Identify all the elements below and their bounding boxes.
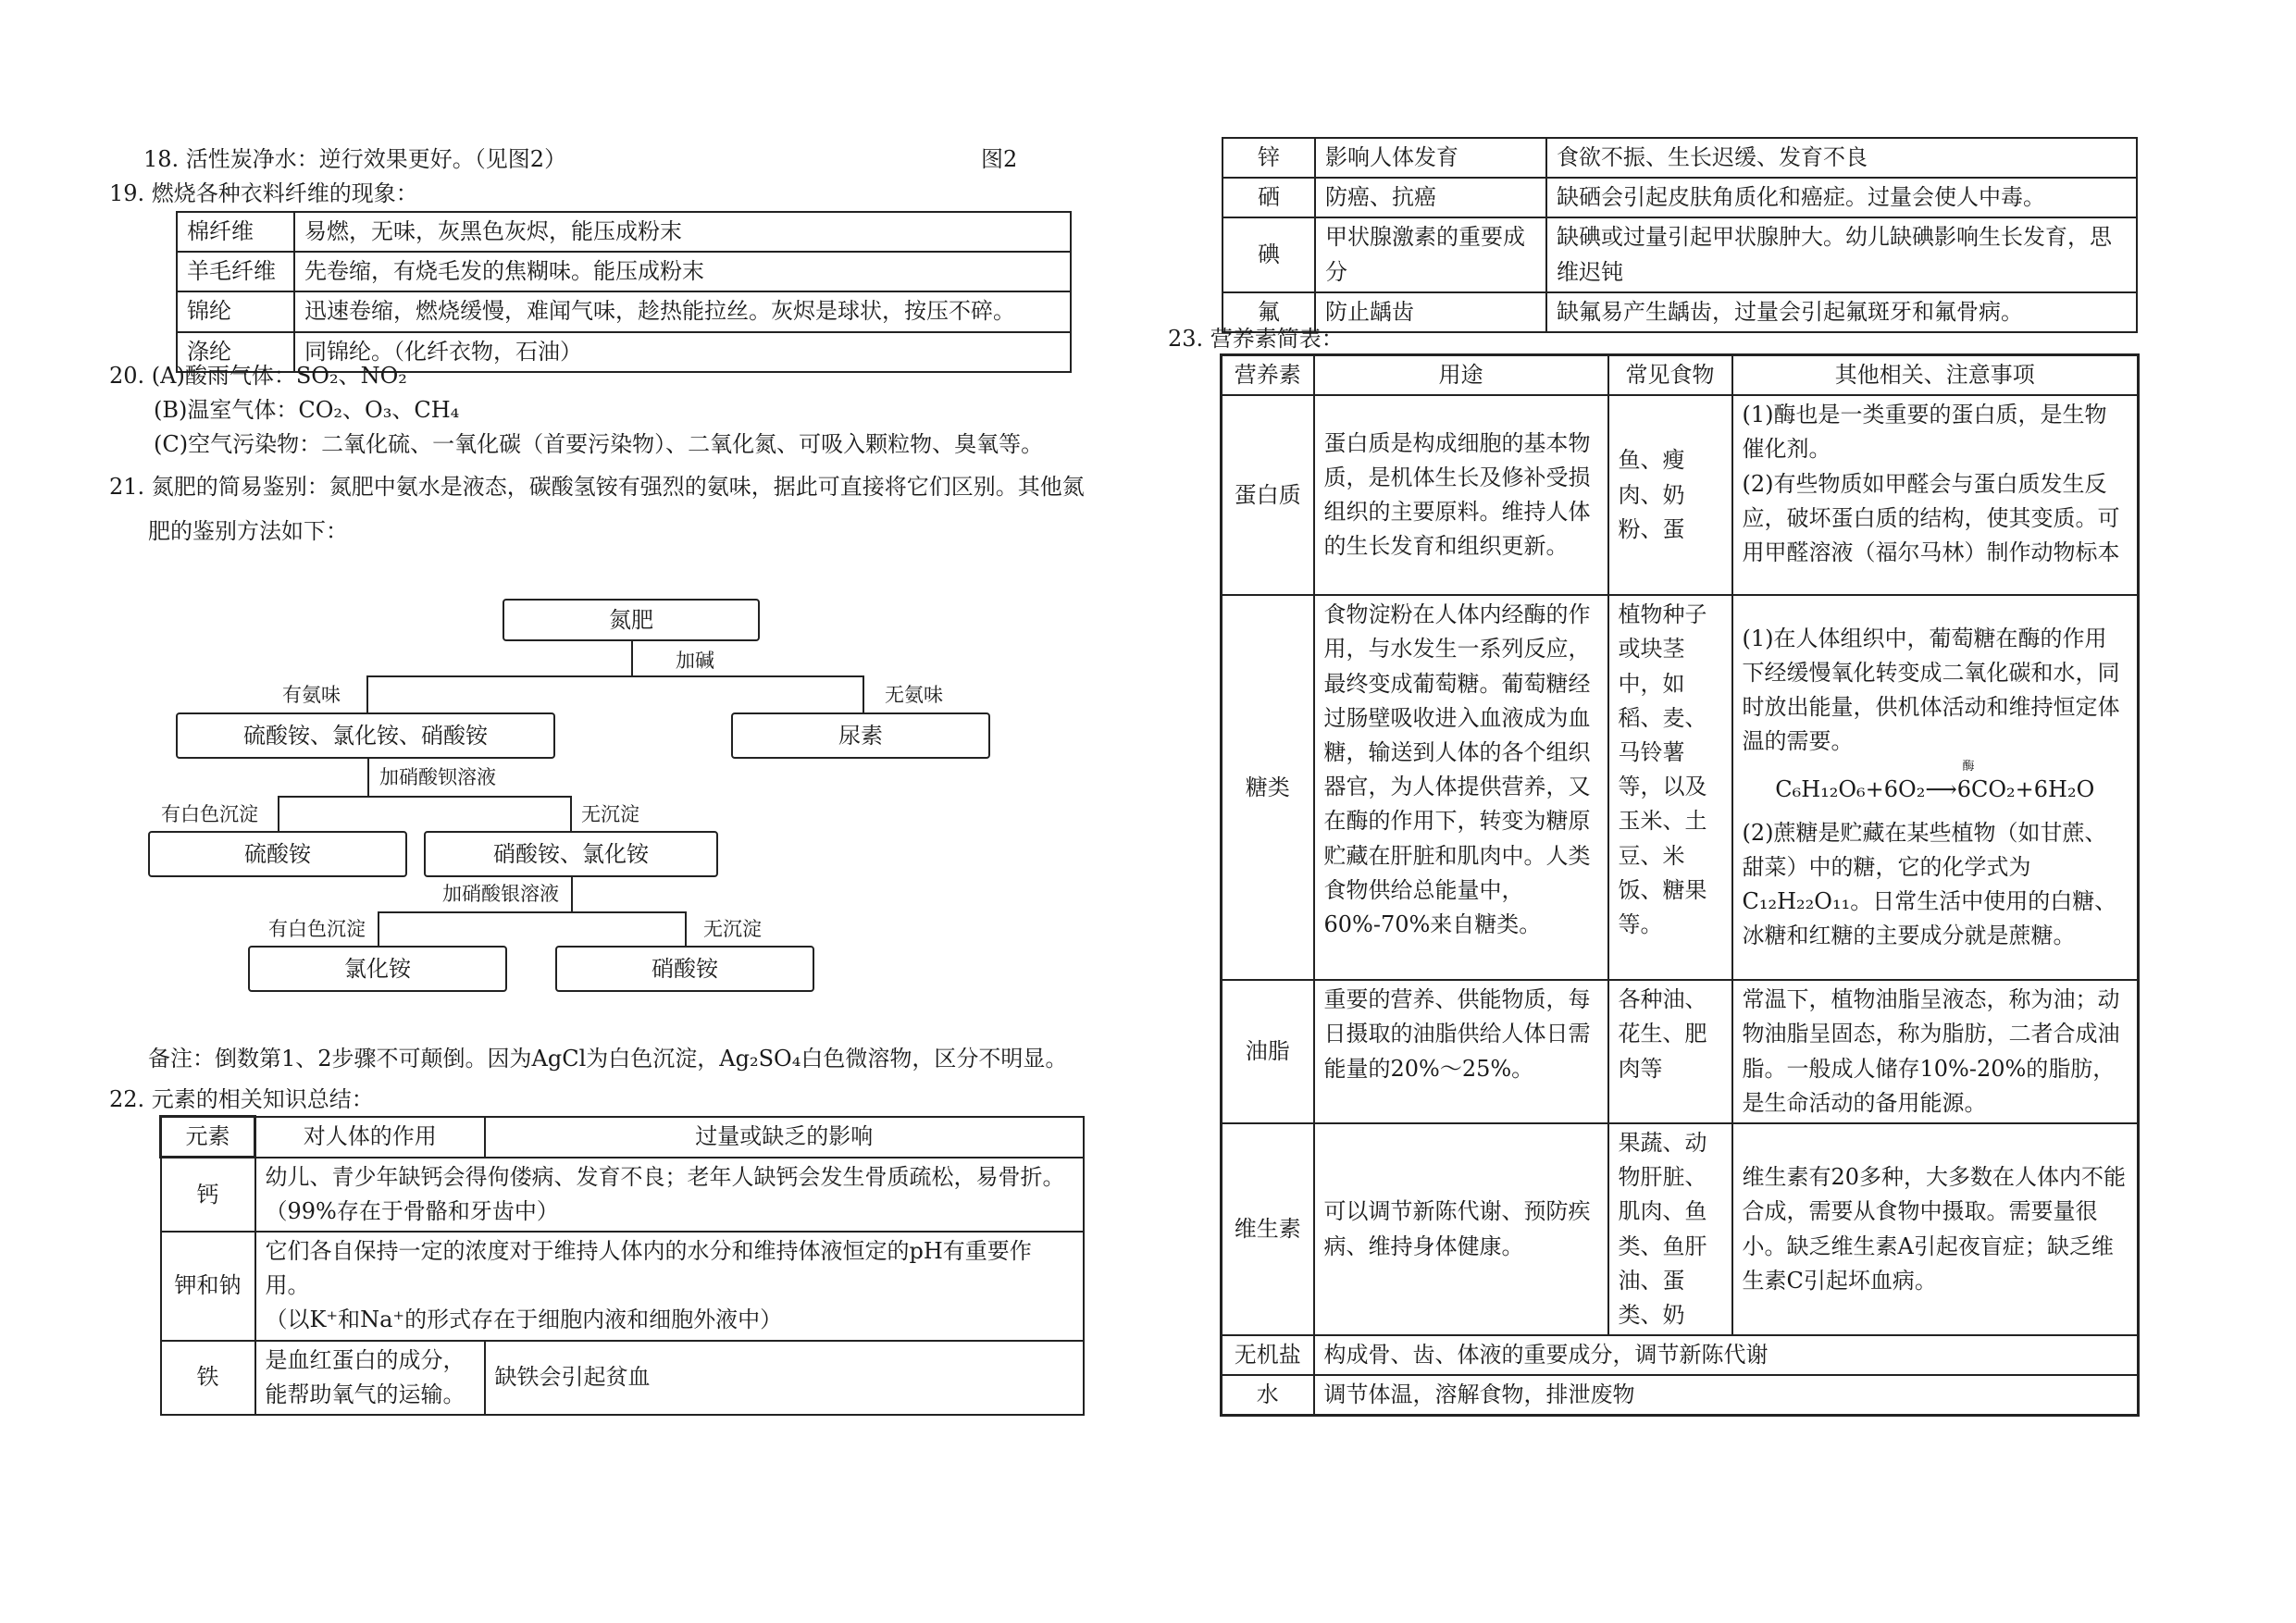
- nutrient-notes: 常温下，植物油脂呈液态，称为油；动物油脂呈固态，称为脂肪，二者合成油脂。一般成人储存10%-20%的脂肪，是生命活动的备用能源。: [1732, 980, 2139, 1123]
- flow-left1-box: 硫酸铵、氯化铵、硝酸铵: [176, 712, 555, 759]
- fiber-phenomenon: 迅速卷缩，燃烧缓慢，难闻气味，趁热能拉丝。灰烬是球状，按压不碎。: [294, 291, 1071, 331]
- element-description: [255, 1158, 1085, 1232]
- element-description: [255, 1232, 1085, 1341]
- flow-right2-label: 无沉淀: [581, 803, 639, 825]
- nutrient-use: 调节体温，溶解食物，排泄废物: [1314, 1375, 2139, 1416]
- element-name: 锌: [1222, 138, 1315, 178]
- element-name: 氟: [1222, 292, 1315, 332]
- table-row: [177, 212, 1071, 252]
- table-row: [1222, 980, 2139, 1123]
- table-row: [1222, 292, 2137, 332]
- flowchart-note: 备注：倒数第1、2步骤不可颠倒。因为AgCl为白色沉淀，Ag₂SO₄白色微溶物，区分不明显。: [148, 1046, 1068, 1072]
- nutrient-food: 植物种子或块茎中，如稻、麦、马铃薯等，以及玉米、土豆、米饭、糖果等。: [1608, 595, 1732, 980]
- element-table: [159, 1115, 1085, 1416]
- fiber-phenomenon: 先卷缩，有烧毛发的焦糊味。能压成粉末: [294, 252, 1071, 291]
- flow-root-box: 氮肥: [503, 599, 760, 641]
- nutrient-food: 鱼、瘦肉、奶粉、蛋: [1608, 395, 1732, 595]
- connector: [278, 796, 279, 831]
- element-role: 防癌、抗癌: [1315, 178, 1546, 217]
- table-row: [1222, 1123, 2139, 1335]
- element-role: 影响人体发育: [1315, 138, 1546, 178]
- flow-step-2: 加硝酸钡溶液: [379, 766, 496, 788]
- flow-left2-box: 硫酸铵: [148, 831, 407, 877]
- fiber-table: [176, 211, 1072, 373]
- nutrient-use: 蛋白质是构成细胞的基本物质，是机体生长及修补受损组织的主要原料。维持人体的生长发育和组织更新。: [1314, 395, 1608, 595]
- item-20b-formula: CO₂、O₃、CH₄: [298, 397, 460, 423]
- fiber-phenomenon: 同锦纶。（化纤衣物，石油）: [294, 332, 1071, 372]
- flow-right2-box: 硝酸铵、氯化铵: [424, 831, 718, 877]
- flow-right3-box: 硝酸铵: [555, 946, 814, 992]
- table-row: [177, 291, 1071, 331]
- sugar-note-2: (2)蔗糖是贮藏在某些植物（如甘蔗、甜菜）中的糖，它的化学式为C₁₂H₂₂O₁₁。日常生活中使用的白糖、冰糖和红糖的主要成分就是蔗糖。: [1742, 819, 2117, 949]
- header-effect: 过量或缺乏的影响: [485, 1117, 1085, 1158]
- kna-line1: 它们各自保持一定的浓度对于维持人体内的水分和维持体液恒定的pH有重要作用。: [265, 1238, 1032, 1299]
- item-20c: (C)空气污染物：二氧化硫、一氧化碳（首要污染物）、二氧化氮、可吸入颗粒物、臭氧等。: [154, 431, 1044, 457]
- element-role: 是血红蛋白的成分，能帮助氧气的运输。: [255, 1341, 485, 1415]
- table-header-row: [1222, 355, 2139, 396]
- connector: [631, 641, 633, 675]
- table-row: [177, 252, 1071, 291]
- header-food: 常见食物: [1608, 355, 1732, 396]
- table-row: [1222, 1375, 2139, 1416]
- glucose-equation: [1743, 759, 2128, 807]
- nutrient-food: 各种油、花生、肥肉等: [1608, 980, 1732, 1123]
- nutrient-use: 食物淀粉在人体内经酶的作用，与水发生一系列反应，最终变成葡萄糖。葡萄糖经过肠壁吸收进入血液成为血糖，输送到人体的各个组织器官，为人体提供营养，又在酶的作用下，转变为糖原贮藏在肝脏和肌肉中。人类食物供给总能量中，60%-70%来自糖类。: [1314, 595, 1608, 980]
- flow-right1-box: 尿素: [731, 712, 990, 759]
- flow-right3-label: 无沉淀: [703, 918, 762, 940]
- nutrient-name: 水: [1222, 1375, 1314, 1416]
- table-row: [1222, 395, 2139, 595]
- element-name: 铁: [161, 1341, 255, 1415]
- item-20a: [109, 359, 407, 393]
- table-row: [1222, 138, 2137, 178]
- header-role: 对人体的作用: [255, 1117, 485, 1158]
- header-use: 用途: [1314, 355, 1608, 396]
- item-22-title: 22. 元素的相关知识总结：: [109, 1086, 374, 1112]
- table-header-row: [161, 1117, 1085, 1158]
- element-effect: 缺铁会引起贫血: [485, 1341, 1085, 1415]
- item-20b-label: (B)温室气体：: [154, 397, 299, 423]
- connector: [367, 759, 369, 796]
- nutrient-name: 糖类: [1222, 595, 1314, 980]
- flow-left3-box: 氯化铵: [248, 946, 507, 992]
- nutrient-notes: 维生素有20多种，大多数在人体内不能合成，需要从食物中摄取。需要量很小。缺乏维生素A引起夜盲症；缺乏维生素C引起坏血病。: [1732, 1123, 2139, 1335]
- nutrient-name: 油脂: [1222, 980, 1314, 1123]
- element-table-continued: [1222, 137, 2138, 333]
- protein-note-2: (2)有些物质如甲醛会与蛋白质发生反应，破坏蛋白质的结构，使其变质。可用甲醛溶液（福尔马林）制作动物标本: [1742, 470, 2120, 565]
- header-element: 元素: [161, 1117, 255, 1158]
- nutrient-use: 构成骨、齿、体液的重要成分，调节新陈代谢: [1314, 1335, 2139, 1375]
- equation-text: C₆H₁₂O₆+6O₂⟶6CO₂+6H₂O: [1775, 775, 2095, 802]
- element-role: 防止龋齿: [1315, 292, 1546, 332]
- connector: [570, 796, 572, 831]
- table-row: [161, 1341, 1085, 1415]
- calcium-line2: （99%存在于骨骼和牙齿中）: [265, 1197, 559, 1224]
- figure-label: 图2: [981, 146, 1018, 172]
- element-name: 硒: [1222, 178, 1315, 217]
- flow-step-1: 加碱: [676, 650, 714, 672]
- table-row: [1222, 1335, 2139, 1375]
- fiber-name: 涤纶: [177, 332, 294, 372]
- item-23-title: 23. 营养素简表：: [1168, 326, 1344, 352]
- nutrient-name: 蛋白质: [1222, 395, 1314, 595]
- fiber-name: 锦纶: [177, 291, 294, 331]
- header-nutrient: 营养素: [1222, 355, 1314, 396]
- protein-note-1: (1)酶也是一类重要的蛋白质，是生物催化剂。: [1742, 402, 2107, 463]
- sugar-note-1: (1)在人体组织中，葡萄糖在酶的作用下经缓慢氧化转变成二氧化碳和水，同时放出能量，供机体活动和维持恒定体温的需要。: [1742, 625, 2120, 755]
- table-row: [1222, 217, 2137, 291]
- table-row: [161, 1232, 1085, 1341]
- connector: [366, 675, 368, 712]
- connector: [278, 796, 570, 798]
- element-effect: 缺硒会引起皮肤角质化和癌症。过量会使人中毒。: [1546, 178, 2137, 217]
- nutrient-notes: [1732, 595, 2139, 980]
- item-21-line2: 肥的鉴别方法如下：: [148, 518, 348, 544]
- connector: [685, 911, 687, 946]
- table-row: [1222, 595, 2139, 980]
- element-effect: 缺碘或过量引起甲状腺肿大。幼儿缺碘影响生长发育，思维迟钝: [1546, 217, 2137, 291]
- element-name: 钙: [161, 1158, 255, 1232]
- nutrient-use: 可以调节新陈代谢、预防疾病、维持身体健康。: [1314, 1123, 1608, 1335]
- element-effect: 缺氟易产生龋齿，过量会引起氟斑牙和氟骨病。: [1546, 292, 2137, 332]
- element-name: 碘: [1222, 217, 1315, 291]
- nutrient-name: 无机盐: [1222, 1335, 1314, 1375]
- equation-catalyst: 酶: [1962, 759, 1975, 774]
- element-role: 甲状腺激素的重要成分: [1315, 217, 1546, 291]
- item-21-line1: 21. 氮肥的简易鉴别：氮肥中氨水是液态，碳酸氢铵有强烈的氨味，据此可直接将它们区别。其他氮: [109, 474, 1085, 500]
- connector: [378, 911, 685, 913]
- nutrient-table: [1220, 353, 2140, 1417]
- element-name: 钾和钠: [161, 1232, 255, 1341]
- calcium-line1: 幼儿、青少年缺钙会得佝偻病、发育不良；老年人缺钙会发生骨质疏松，易骨折。: [265, 1163, 1065, 1190]
- element-effect: 食欲不振、生长迟缓、发育不良: [1546, 138, 2137, 178]
- table-row: [161, 1158, 1085, 1232]
- kna-line2: （以K⁺和Na⁺的形式存在于细胞内液和细胞外液中）: [265, 1307, 783, 1333]
- item-20a-label: 20. (A)酸雨气体：: [109, 363, 296, 389]
- flow-left2-label: 有白色沉淀: [161, 803, 258, 825]
- item-20b: [154, 393, 459, 427]
- nutrient-food: 果蔬、动物肝脏、肌肉、鱼类、鱼肝油、蛋类、奶: [1608, 1123, 1732, 1335]
- flow-step-3: 加硝酸银溶液: [442, 883, 559, 905]
- connector: [863, 675, 864, 712]
- fiber-name: 棉纤维: [177, 212, 294, 252]
- nutrient-name: 维生素: [1222, 1123, 1314, 1335]
- header-notes: 其他相关、注意事项: [1732, 355, 2139, 396]
- flow-left1-label: 有氨味: [282, 684, 341, 706]
- connector: [571, 877, 573, 911]
- table-row: [1222, 178, 2137, 217]
- connector: [366, 675, 863, 677]
- connector: [378, 911, 379, 946]
- nutrient-notes: [1732, 395, 2139, 595]
- nutrient-use: 重要的营养、供能物质，每日摄取的油脂供给人体日需能量的20%～25%。: [1314, 980, 1608, 1123]
- item-20a-formula: SO₂、NO₂: [295, 363, 407, 389]
- flow-left3-label: 有白色沉淀: [268, 918, 366, 940]
- fiber-name: 羊毛纤维: [177, 252, 294, 291]
- item-19-title: 19. 燃烧各种衣料纤维的现象：: [109, 180, 418, 206]
- fiber-phenomenon: 易燃，无味，灰黑色灰烬，能压成粉末: [294, 212, 1071, 252]
- item-18: 18. 活性炭净水：逆行效果更好。（见图2）: [143, 146, 567, 172]
- flow-right1-label: 无氨味: [885, 684, 943, 706]
